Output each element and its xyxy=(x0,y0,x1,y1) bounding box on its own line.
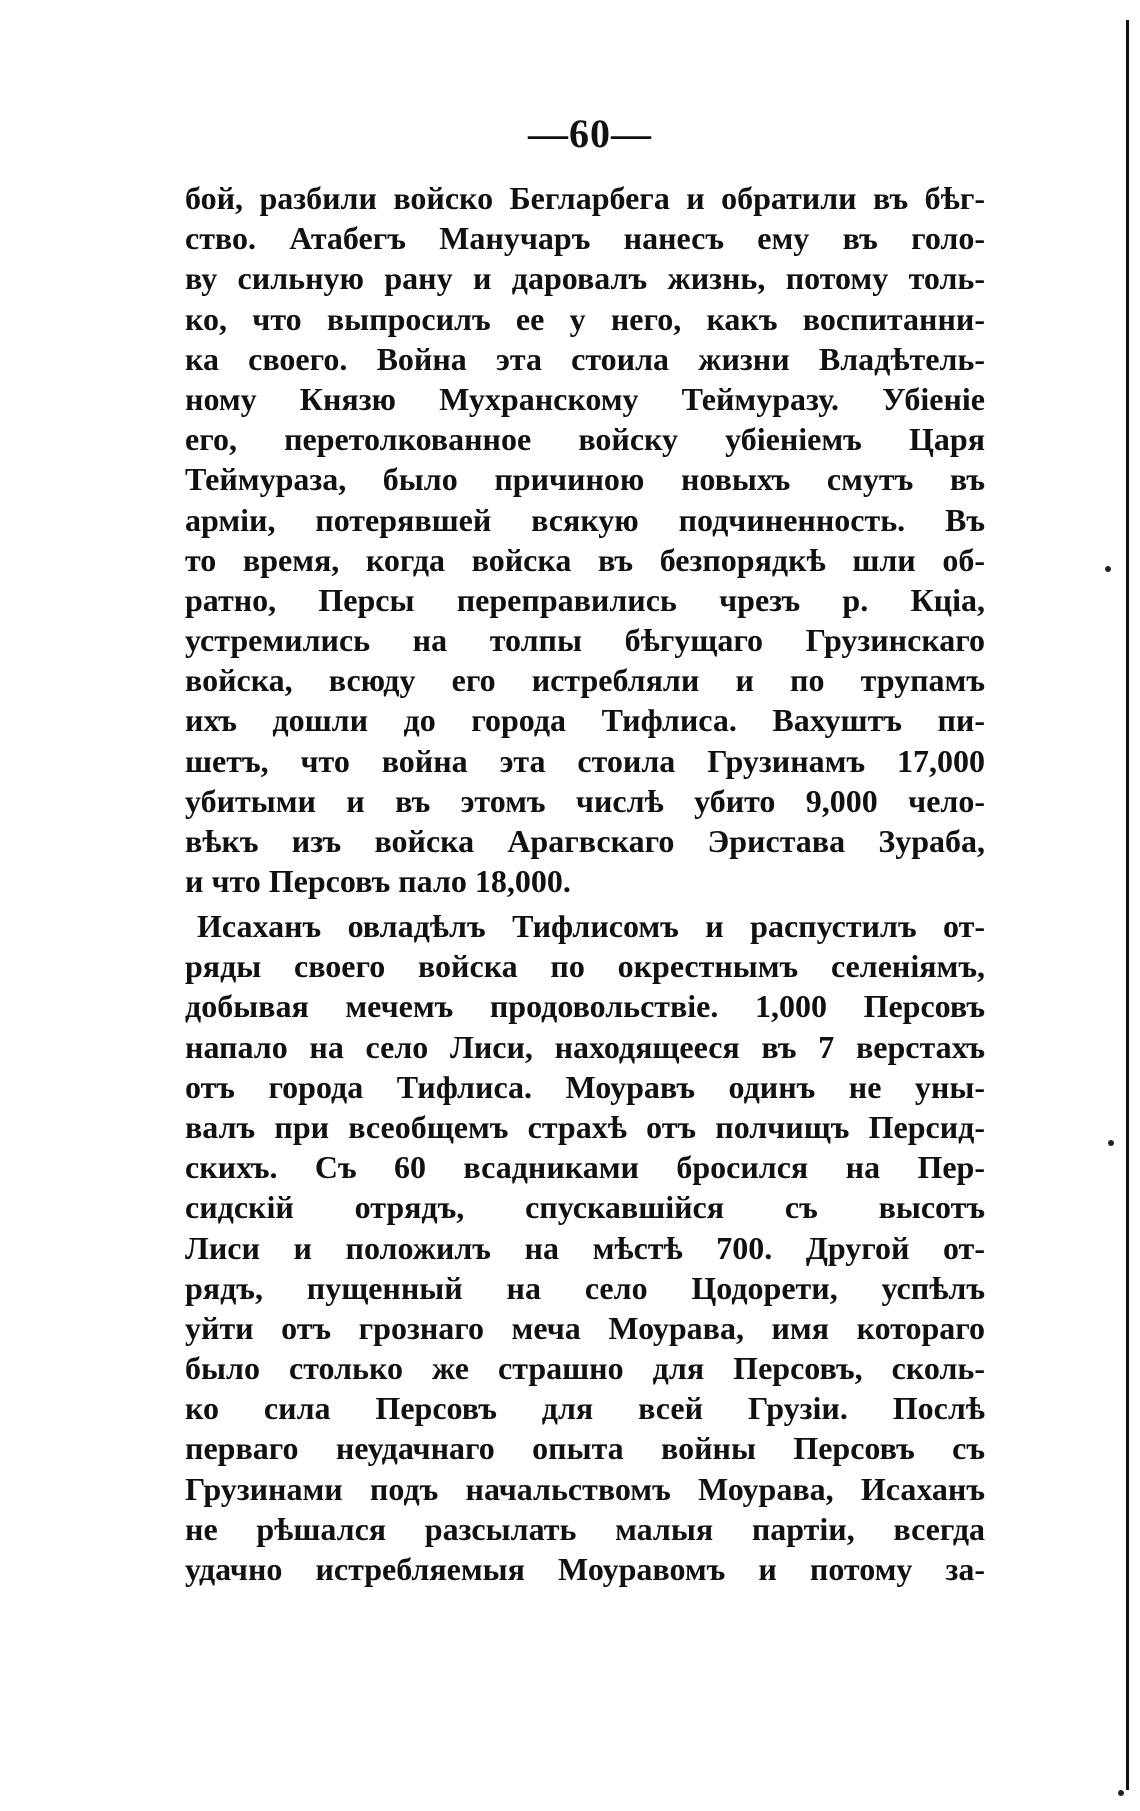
text-line: скихъ. Съ 60 всадниками бросился на Пер- xyxy=(185,1149,985,1186)
ink-speck xyxy=(1118,1790,1124,1796)
ink-speck xyxy=(1108,1140,1114,1146)
text-line: устремились на толпы бѣгущаго Грузинскаго xyxy=(185,622,985,659)
page-number: —60— xyxy=(528,111,652,156)
ink-speck xyxy=(1105,566,1111,572)
text-line: ному Князю Мухранскому Теймуразу. Убіеніе xyxy=(185,380,985,417)
text-line: Исаханъ овладѣлъ Тифлисомъ и распустилъ от- xyxy=(197,908,985,944)
text-line: ву сильную рану и даровалъ жизнь, потому толь- xyxy=(185,260,985,297)
text-line: убитыми и въ этомъ числѣ убито 9,000 чело- xyxy=(185,782,985,819)
text-line: бой, разбили войско Бегларбега и обратили въ бѣг- xyxy=(185,180,985,216)
text-line: ство. Атабегъ Манучаръ нанесъ ему въ голо- xyxy=(185,220,985,257)
text-line: ко сила Персовъ для всей Грузіи. Послѣ xyxy=(185,1390,985,1427)
text-line: войска, всюду его истребляли и по трупамъ xyxy=(185,662,985,699)
text-line: ряды своего войска по окрестнымъ селеніямъ, xyxy=(185,948,985,985)
text-line: ко, что выпросилъ ее у него, какъ воспитанни- xyxy=(185,300,985,337)
text-line: перваго неудачнаго опыта войны Персовъ съ xyxy=(185,1430,985,1467)
text-line: ратно, Персы переправились чрезъ р. Кціа, xyxy=(185,581,985,618)
text-line: напало на село Лиси, находящееся въ 7 верстахъ xyxy=(185,1028,985,1065)
text-line: то время, когда войска въ безпорядкѣ шли об- xyxy=(185,541,985,578)
text-line: уйти отъ грознаго меча Моурава, имя котораго xyxy=(185,1309,985,1346)
text-line: вѣкъ изъ войска Арагвскаго Эристава Зураба, xyxy=(185,823,985,859)
text-line: сидскій отрядъ, спускавшійся съ высотъ xyxy=(185,1189,985,1226)
text-line: Лиси и положилъ на мѣстѣ 700. Другой от- xyxy=(185,1229,985,1266)
text-line: Грузинами подъ начальствомъ Моурава, Исаханъ xyxy=(185,1470,985,1507)
paragraph-1 xyxy=(185,178,985,901)
text-line: его, перетолкованное войску убіеніемъ Царя xyxy=(185,421,985,458)
text-line: и что Персовъ пало 18,000. xyxy=(185,863,571,900)
text-line: не рѣшался разсылать малыя партіи, всегда xyxy=(185,1510,985,1547)
text-line: арміи, потерявшей всякую подчиненность. Въ xyxy=(185,501,985,538)
paragraph-2 xyxy=(185,906,985,1589)
text-line: было столько же страшно для Персовъ, сколь- xyxy=(185,1350,985,1387)
text-line: шетъ, что война эта стоила Грузинамъ 17,000 xyxy=(185,742,985,779)
text-line: валъ при всеобщемъ страхѣ отъ полчищъ Персид- xyxy=(185,1108,985,1145)
text-line: добывая мечемъ продовольствіе. 1,000 Персовъ xyxy=(185,988,985,1025)
text-line: ка своего. Война эта стоила жизни Владѣтель- xyxy=(185,340,985,377)
text-line: отъ города Тифлиса. Моуравъ одинъ не уны- xyxy=(185,1068,985,1105)
text-line: Теймураза, было причиною новыхъ смутъ въ xyxy=(185,461,985,498)
text-line: рядъ, пущенный на село Цодорети, успѣлъ xyxy=(185,1269,985,1306)
text-line: удачно истребляемыя Моуравомъ и потому за- xyxy=(185,1551,985,1587)
scan-edge-line xyxy=(1126,20,1129,1790)
text-line: ихъ дошли до города Тифлиса. Вахуштъ пи- xyxy=(185,702,985,739)
